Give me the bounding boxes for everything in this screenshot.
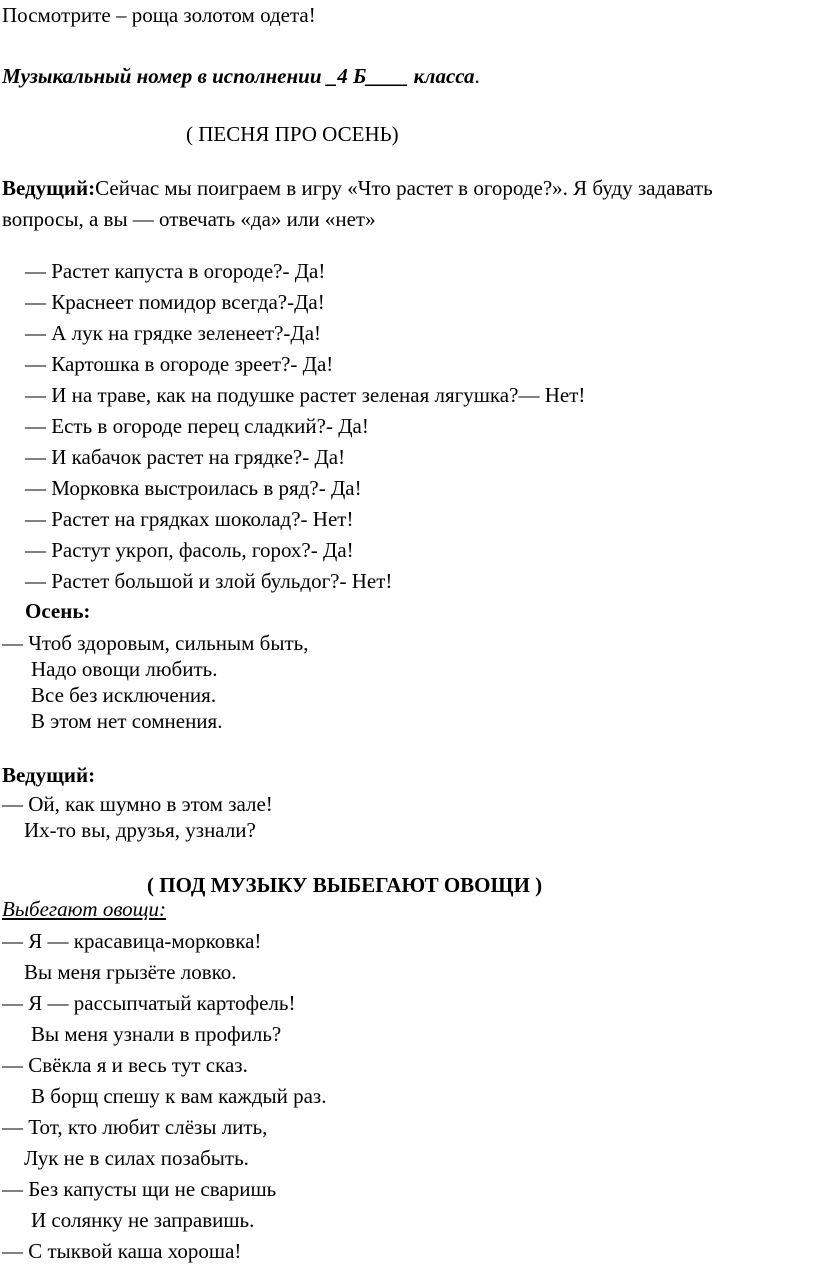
host2-line: Их-то вы, друзья, узнали? — [24, 818, 256, 842]
vegetable-line: — Я — красавица-морковка! — [2, 929, 262, 953]
game-line: — Растет большой и злой бульдог?- Нет! — [25, 569, 393, 593]
game-line: — Растет капуста в огороде?- Да! — [25, 259, 326, 283]
host-intro-text1: Сейчас мы поиграем в игру «Что растет в огороде?». Я буду задавать — [95, 176, 713, 200]
autumn-line: В этом нет сомнения. — [31, 709, 223, 733]
musical-number-dot: . — [474, 64, 480, 88]
game-line: — Растет на грядках шоколад?- Нет! — [25, 507, 354, 531]
host-intro-line1 — [2, 175, 713, 201]
vegetable-line: — Свёкла я и весь тут сказ. — [2, 1053, 248, 1077]
game-line: — И кабачок растет на грядке?- Да! — [25, 445, 346, 469]
host2-line: — Ой, как шумно в этом зале! — [2, 792, 273, 816]
game-line: — И на траве, как на подушке растет зеленая лягушка?— Нет! — [25, 383, 586, 407]
vegetables-run-label: Выбегают овощи: — [2, 897, 167, 921]
vegetable-line: Вы меня узнали в профиль? — [31, 1022, 282, 1046]
musical-number-text: Музыкальный номер в исполнении _4 Б____ класса — [2, 64, 475, 88]
game-line: — Картошка в огороде зреет?- Да! — [25, 352, 334, 376]
musical-number-line — [2, 63, 480, 89]
autumn-line: — Чтоб здоровым, сильным быть, — [2, 631, 309, 655]
host2-speaker: Ведущий: — [2, 763, 96, 787]
vegetable-line: Лук не в силах позабыть. — [24, 1146, 249, 1170]
vegetable-line: — Без капусты щи не сваришь — [2, 1177, 277, 1201]
vegetable-line: — С тыквой каша хороша! — [2, 1239, 242, 1263]
autumn-speaker: Осень: — [25, 599, 91, 623]
game-line: — А лук на грядке зеленеет?-Да! — [25, 321, 322, 345]
game-line: — Краснеет помидор всегда?-Да! — [25, 290, 325, 314]
vegetable-line: — Я — рассыпчатый картофель! — [2, 991, 296, 1015]
host-speaker: Ведущий: — [2, 176, 96, 200]
vegetables-heading: ( ПОД МУЗЫКУ ВЫБЕГАЮТ ОВОЩИ ) — [147, 873, 543, 897]
vegetable-line: Вы меня грызёте ловко. — [24, 960, 237, 984]
game-line: — Растут укроп, фасоль, горох?- Да! — [25, 538, 354, 562]
autumn-line: Все без исключения. — [31, 683, 217, 707]
vegetable-line: — Тот, кто любит слёзы лить, — [2, 1115, 268, 1139]
intro-line: Посмотрите – роща золотом одета! — [2, 3, 316, 27]
song-title: ( ПЕСНЯ ПРО ОСЕНЬ) — [186, 122, 399, 146]
autumn-line: Надо овощи любить. — [31, 657, 218, 681]
host-intro-line2: вопросы, а вы — отвечать «да» или «нет» — [2, 207, 376, 231]
game-line: — Есть в огороде перец сладкий?- Да! — [25, 414, 369, 438]
vegetable-line: И солянку не заправишь. — [31, 1208, 255, 1232]
vegetable-line: В борщ спешу к вам каждый раз. — [31, 1084, 327, 1108]
game-line: — Морковка выстроилась в ряд?- Да! — [25, 476, 362, 500]
